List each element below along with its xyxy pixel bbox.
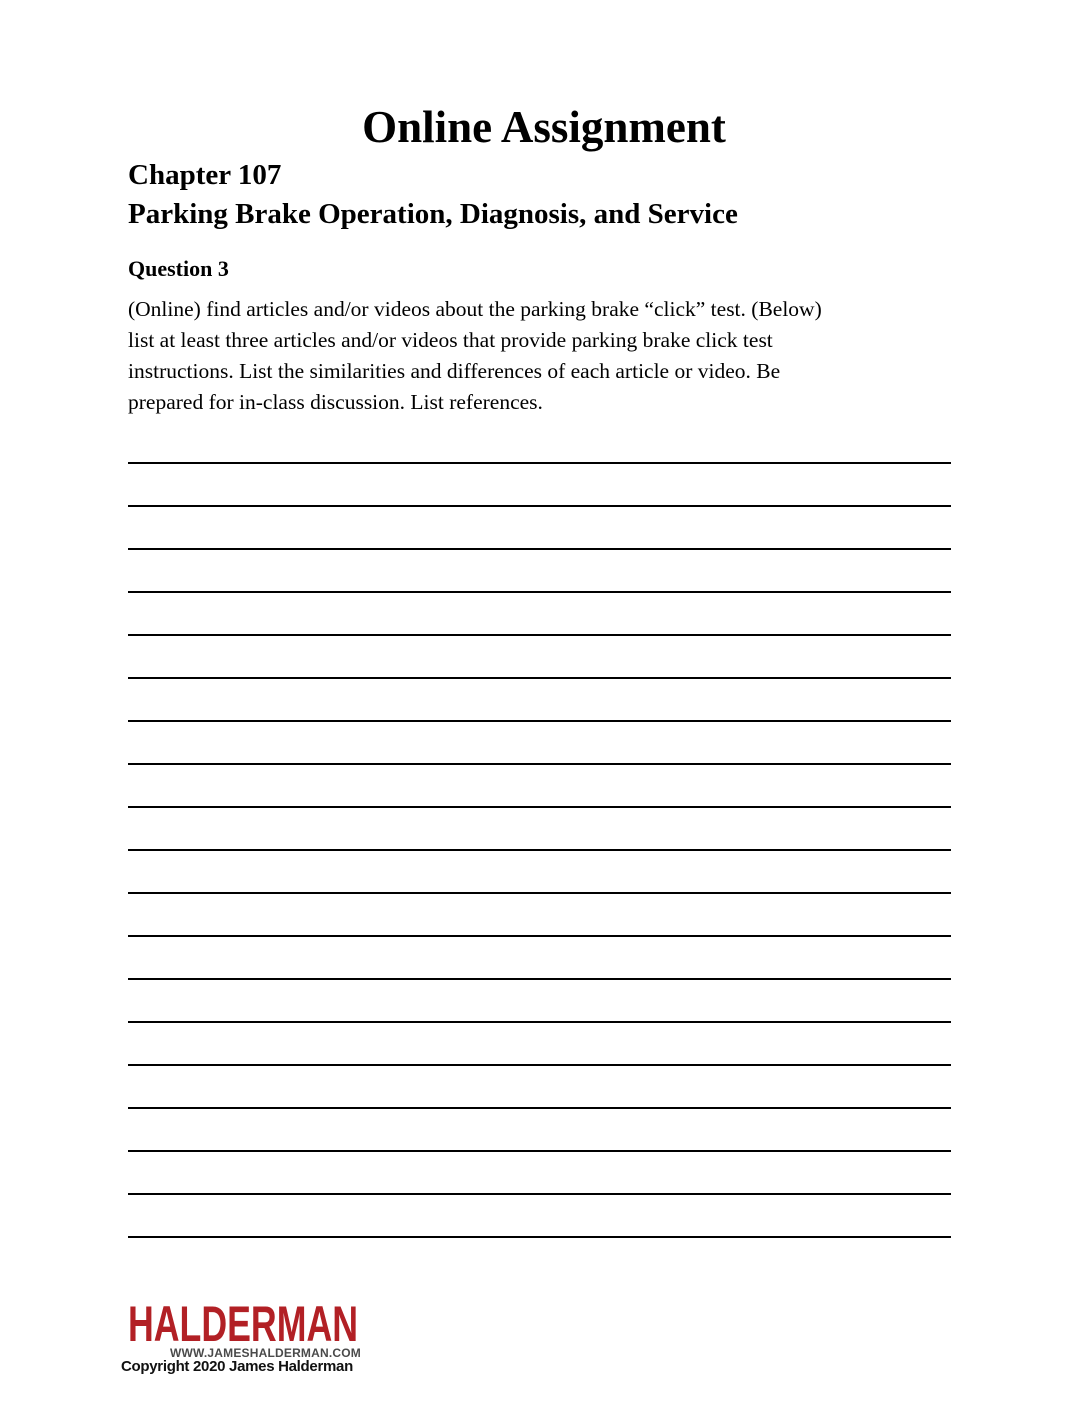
answer-line: [128, 462, 951, 464]
answer-line: [128, 806, 951, 808]
logo-website-url: WWW.JAMESHALDERMAN.COM: [169, 1346, 361, 1360]
answer-line: [128, 763, 951, 765]
question-text-line: prepared for in-class discussion. List references.: [128, 390, 543, 414]
question-text: [128, 294, 822, 418]
question-text-line: instructions. List the similarities and differences of each article or video. Be: [128, 359, 781, 383]
question-text-line: (Online) find articles and/or videos about the parking brake “click” test. (Below): [128, 297, 822, 321]
halderman-logo: [127, 1304, 361, 1344]
question-heading: Question 3: [128, 256, 229, 281]
answer-line: [128, 892, 951, 894]
answer-line: [128, 1064, 951, 1066]
answer-line: [128, 548, 951, 550]
halderman-logo-text: HALDERMAN: [128, 1304, 358, 1344]
chapter-heading: [128, 156, 738, 234]
answer-line: [128, 677, 951, 679]
answer-lines: [128, 462, 951, 1279]
answer-line: [128, 591, 951, 593]
question-text-line: list at least three articles and/or videos that provide parking brake click test: [128, 328, 773, 352]
answer-line: [128, 1107, 951, 1109]
copyright-text: Copyright 2020 James Halderman: [121, 1358, 353, 1375]
page-title: Online Assignment: [362, 102, 726, 153]
answer-line: [128, 1193, 951, 1195]
answer-line: [128, 849, 951, 851]
chapter-number: Chapter 107: [128, 159, 282, 191]
answer-line: [128, 935, 951, 937]
answer-line: [128, 1236, 951, 1238]
chapter-title: Parking Brake Operation, Diagnosis, and Service: [128, 198, 738, 230]
answer-line: [128, 1021, 951, 1023]
answer-line: [128, 978, 951, 980]
answer-line: [128, 505, 951, 507]
answer-line: [128, 1150, 951, 1152]
answer-line: [128, 634, 951, 636]
answer-line: [128, 720, 951, 722]
